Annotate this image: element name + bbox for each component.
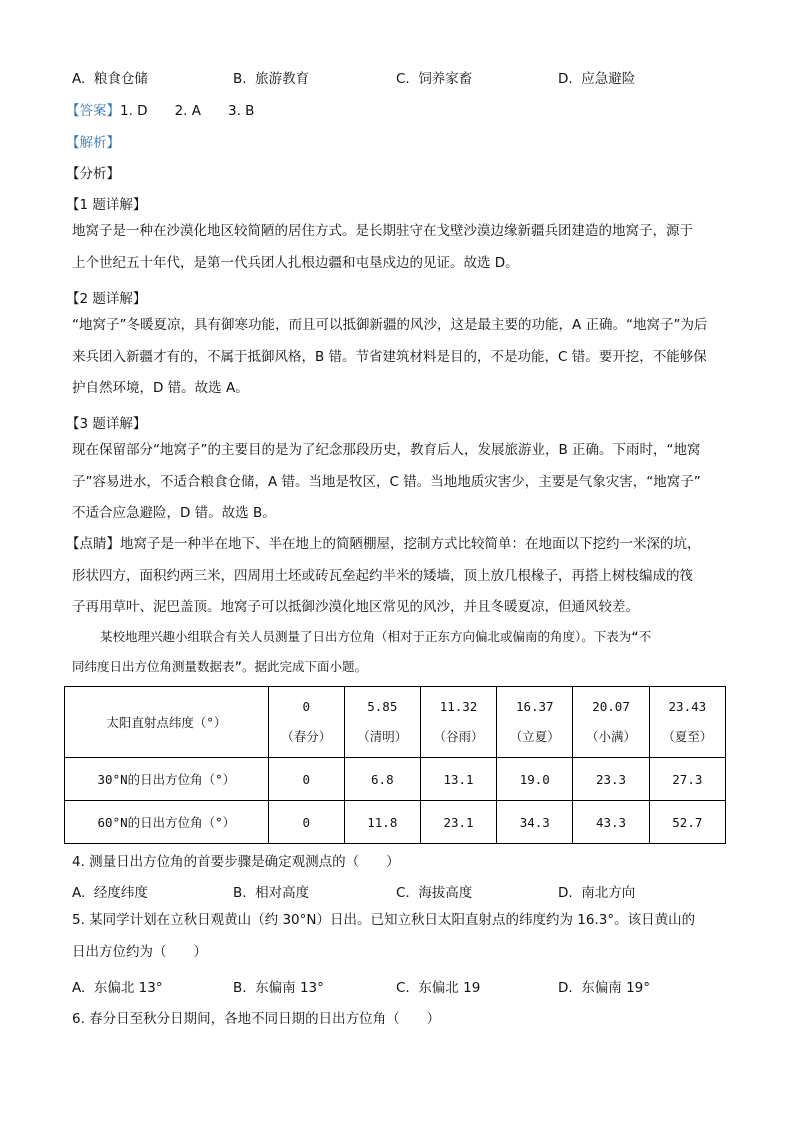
dianjing-text: 地窝子是一种半在地下、半在地上的简陋棚屋，挖制方式比较简单：在地面以下挖约一米深的坑，: [120, 536, 701, 552]
option-a: [72, 67, 148, 87]
q2-line: “地窝子”冬暖夏凉，具有御寒功能，而且可以抵御新疆的风沙，这是最主要的功能，A 正确。“地窝子”为后: [72, 317, 708, 333]
table-cell: 43.3: [573, 801, 649, 844]
option-c: [396, 67, 472, 87]
option-letter: C.: [396, 71, 410, 87]
option-b: [233, 976, 324, 996]
table-header-cell: [649, 687, 725, 758]
option-b: [233, 881, 309, 901]
header-term: （小满）: [586, 729, 637, 744]
option-text: 东偏南 13°: [255, 980, 324, 996]
table-cell: 11.8: [344, 801, 420, 844]
option-letter: B.: [233, 980, 247, 996]
intro-paragraph: [72, 622, 724, 682]
option-d: [558, 67, 635, 87]
header-term: （立夏）: [509, 729, 560, 744]
option-letter: A.: [72, 980, 86, 996]
option-text: 东偏北 13°: [93, 980, 163, 996]
q1-title: 【1 题详解】: [66, 197, 147, 213]
table-header-cell: [420, 687, 496, 758]
answer-label: 【答案】: [66, 103, 120, 119]
option-text: 东偏北 19: [418, 980, 481, 996]
header-value: 20.07: [592, 699, 630, 714]
answer-text: 1. D 2. A 3. B: [120, 103, 255, 119]
table-header-cell: [344, 687, 420, 758]
q2-paragraph: [72, 310, 724, 405]
header-term: （清明）: [357, 729, 408, 744]
q3-title: 【3 题详解】: [66, 416, 147, 432]
table-cell: 19.0: [497, 758, 573, 801]
option-letter: B.: [233, 71, 247, 87]
table-cell: 52.7: [649, 801, 725, 844]
table-header-cell: [268, 687, 344, 758]
intro-line: 同纬度日出方位角测量数据表”。据此完成下面小题。: [72, 659, 368, 674]
answer-line: [66, 99, 254, 119]
header-term: （春分）: [281, 729, 332, 744]
q3-line: 现在保留部分“地窝子”的主要目的是为了纪念那段历史，教育后人，发展旅游业，B 正确。下雨时，“地窝: [72, 442, 701, 458]
dianjing-label: 【点睛】: [66, 536, 120, 552]
header-term: （夏至）: [662, 729, 713, 744]
header-value: 11.32: [439, 699, 478, 714]
table-cell: 0: [268, 758, 344, 801]
option-letter: A.: [72, 71, 86, 87]
header-value: 23.43: [668, 699, 707, 714]
header-term: （谷雨）: [433, 729, 484, 744]
option-text: 经度纬度: [93, 885, 148, 901]
q3-paragraph: [72, 435, 724, 530]
option-d: [558, 881, 635, 901]
q2-line: 来兵团入新疆才有的，不属于抵御风格，B 错。节省建筑材料是目的，不是功能，C 错。要开挖，不能够保: [72, 348, 707, 365]
q5-line: 日出方位约为（ ）: [72, 943, 207, 960]
option-text: 南北方向: [581, 885, 636, 901]
dianjing-line: 子再用草叶、泥巴盖顶。地窝子可以抵御沙漠化地区常见的风沙，并且冬暖夏凉，但通风较差。: [72, 599, 639, 615]
option-b: [233, 67, 309, 87]
q1-line: 上个世纪五十年代，是第一代兵团人扎根边疆和屯垦戍边的见证。故选 D。: [72, 254, 519, 271]
option-text: 海拔高度: [418, 885, 473, 901]
header-value: 5.85: [367, 699, 398, 714]
option-text: 东偏南 19°: [581, 980, 651, 996]
row-label: 30°N的日出方位角（°）: [65, 758, 269, 801]
option-letter: A.: [72, 885, 86, 901]
header-value: 16.37: [515, 699, 554, 714]
option-letter: C.: [396, 885, 410, 901]
q5-stem: [72, 905, 724, 968]
q1-paragraph: [72, 216, 724, 279]
q6-stem: 6. 春分日至秋分日期间，各地不同日期的日出方位角（ ）: [72, 1011, 441, 1027]
jiexi-label: 【解析】: [66, 135, 120, 151]
table-header-row: [65, 687, 726, 758]
q2-line: 护自然环境，D 错。故选 A。: [72, 380, 249, 396]
option-letter: D.: [558, 885, 573, 901]
option-text: 旅游教育: [255, 71, 310, 87]
table-cell: 0: [268, 801, 344, 844]
option-text: 饲养家畜: [418, 71, 473, 87]
dianjing-paragraph: [66, 529, 726, 624]
dianjing-line: [66, 529, 726, 561]
table-cell: 34.3: [497, 801, 573, 844]
fenxi-label: 【分析】: [66, 166, 120, 182]
option-d: [558, 976, 650, 996]
option-c: [396, 881, 472, 901]
option-text: 相对高度: [255, 885, 310, 901]
table-header-cell: [497, 687, 573, 758]
option-letter: C.: [396, 980, 410, 996]
q3-line: 子”容易进水，不适合粮食仓储，A 错。当地是牧区，C 错。当地地质灾害少，主要是气象灾害，“地窝子”: [72, 473, 701, 490]
option-a: [72, 881, 148, 901]
q3-line: 不适合应急避险，D 错。故选 B。: [72, 505, 276, 521]
option-letter: D.: [558, 71, 573, 87]
table-header-cell: [573, 687, 649, 758]
option-text: 粮食仓储: [93, 71, 148, 87]
table-header-label: 太阳直射点纬度（°）: [65, 687, 269, 758]
table-row: [65, 758, 726, 801]
dianjing-line: 形状四方，面积约两三米，四周用土坯或砖瓦垒起约半米的矮墙，顶上放几根椽子，再搭上树枝编成的筏: [72, 567, 693, 584]
header-value: 0: [302, 699, 310, 714]
q5-line: 5. 某同学计划在立秋日观黄山（约 30°N）日出。已知立秋日太阳直射点的纬度约为 16.3°。该日黄山的: [72, 912, 696, 928]
option-c: [396, 976, 480, 996]
intro-line: 某校地理兴趣小组联合有关人员测量了日出方位角（相对于正东方向偏北或偏南的角度）。下表为“不: [100, 629, 652, 644]
option-letter: D.: [558, 980, 573, 996]
q4-stem: 4. 测量日出方位角的首要步骤是确定观测点的（ ）: [72, 854, 400, 870]
table-cell: 27.3: [649, 758, 725, 801]
table-cell: 23.3: [573, 758, 649, 801]
table-cell: 6.8: [344, 758, 420, 801]
table-cell: 13.1: [420, 758, 496, 801]
option-text: 应急避险: [581, 71, 636, 87]
row-label: 60°N的日出方位角（°）: [65, 801, 269, 844]
table-row: [65, 801, 726, 844]
table-cell: 23.1: [420, 801, 496, 844]
q2-title: 【2 题详解】: [66, 291, 147, 307]
q1-line: 地窝子是一种在沙漠化地区较简陋的居住方式。是长期驻守在戈壁沙漠边缘新疆兵团建造的地窝子，源于: [72, 223, 693, 239]
option-a: [72, 976, 163, 996]
azimuth-table: [64, 686, 726, 844]
option-letter: B.: [233, 885, 247, 901]
